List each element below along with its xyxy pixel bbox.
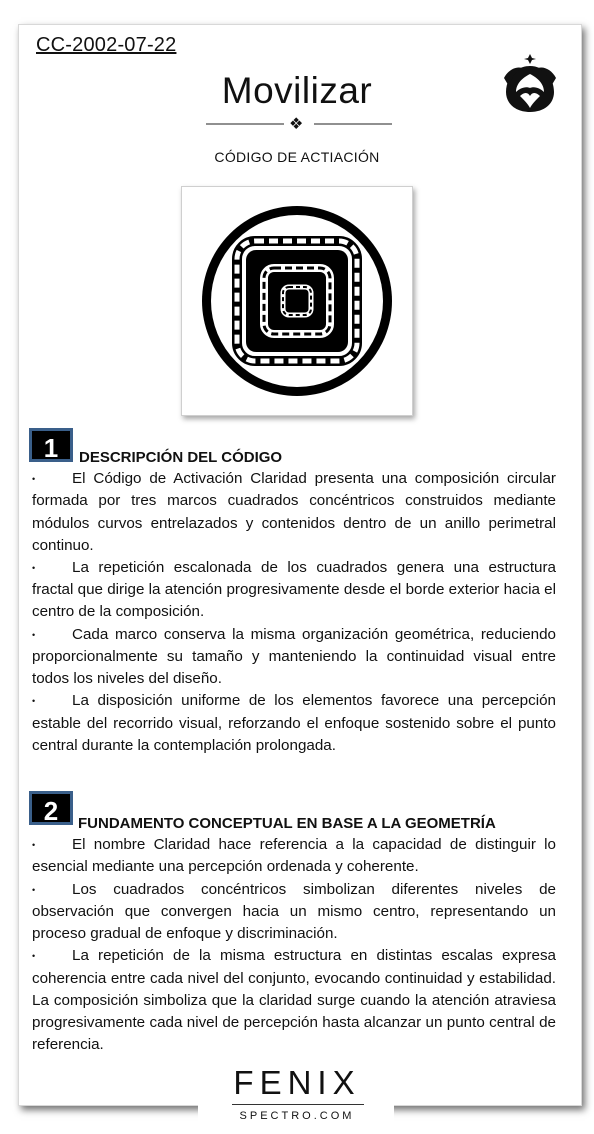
document-code: CC-2002-07-22 — [36, 34, 177, 56]
bullet-item: • Cada marco conserva la misma organización geométrica, reduciendo proporcionalmente su tamaño y manteniendo la continuidad visual entre todos los niveles del diseño. — [32, 624, 556, 691]
section-number-badge: 2 — [29, 791, 73, 825]
section-title: DESCRIPCIÓN DEL CÓDIGO — [79, 449, 283, 466]
divider-ornament-icon: ❖ — [289, 114, 304, 133]
phoenix-logo-icon — [498, 48, 562, 116]
section-body — [32, 468, 556, 757]
bullet-item: • Los cuadrados concéntricos simbolizan diferentes niveles de observación que convergen hacia un mismo centro, representando un proceso gradual de enfoque y discriminación. — [32, 879, 556, 946]
section-body — [32, 834, 556, 1056]
concentric-rope-squares-emblem — [182, 187, 412, 415]
activation-code-emblem — [181, 186, 413, 416]
section-title: FUNDAMENTO CONCEPTUAL EN BASE A LA GEOMETRÍA — [78, 815, 496, 832]
bullet-item: • La repetición de la misma estructura en distintas escalas expresa coherencia entre cada nivel del conjunto, evocando continuidad y estabilidad. La composición simboliza que la claridad surge cuando la atención atraviesa progresivamente cada nivel de percepción hasta alcanzar un punto central de referencia. — [32, 945, 556, 1056]
bullet-item: • La disposición uniforme de los elementos favorece una percepción estable del recorrido visual, reforzando el enfoque sostenido sobre el punto central durante la contemplación prolongada. — [32, 690, 556, 757]
page-title: Movilizar — [221, 70, 373, 111]
title-divider — [206, 114, 392, 132]
bullet-item: • La repetición escalonada de los cuadrados genera una estructura fractal que dirige la atención progresivamente desde el borde exterior hacia el centro de la composición. — [32, 557, 556, 624]
bullet-item: • El nombre Claridad hace referencia a la capacidad de distinguir lo esencial mediante una percepción ordenada y coherente. — [32, 834, 556, 879]
brand-website: SPECTRO.COM — [239, 1110, 355, 1122]
bullet-item: • El Código de Activación Claridad presenta una composición circular formada por tres marcos cuadrados concéntricos construidos mediante módulos curvos entrelazados y contenidos dentro de un anillo perimetral continuo. — [32, 468, 556, 557]
brand-name: FENIX — [233, 1064, 361, 1101]
document-subtitle: CÓDIGO DE ACTIACIÓN — [214, 149, 380, 165]
brand-divider — [232, 1104, 364, 1105]
section-number-badge: 1 — [29, 428, 73, 462]
